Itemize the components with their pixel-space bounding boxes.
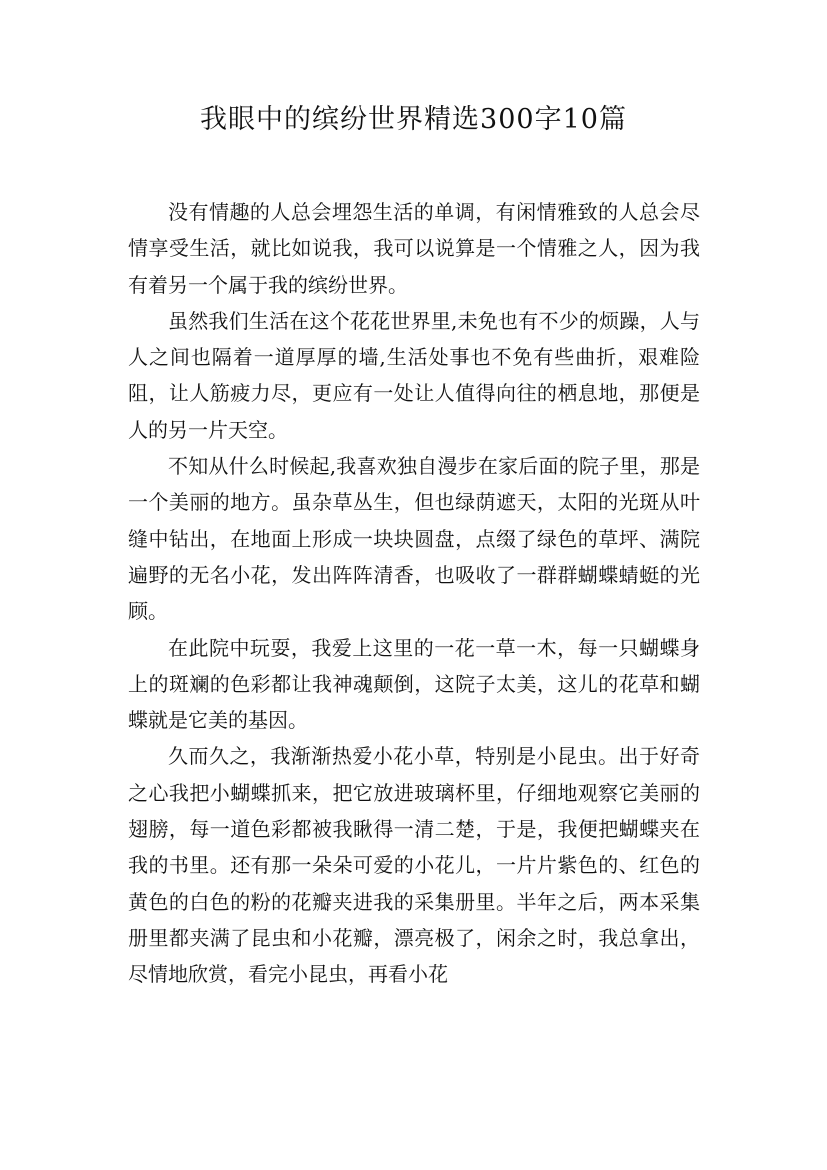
- paragraph: 在此院中玩耍，我爱上这里的一花一草一木，每一只蝴蝶身上的斑斓的色彩都让我神魂颠倒，这院子太美，这儿的花草和蝴蝶就是它美的基因。: [128, 635, 700, 733]
- page-title: 我眼中的缤纷世界精选300字10篇: [200, 104, 627, 135]
- paragraph: 虽然我们生活在这个花花世界里,未免也有不少的烦躁，人与人之间也隔着一道厚厚的墙,生活处事也不免有些曲折，艰难险阻，让人筋疲力尽，更应有一处让人值得向往的栖息地，那便是人的另一片天空。: [128, 308, 700, 442]
- paragraph: 没有情趣的人总会埋怨生活的单调，有闲情雅致的人总会尽情享受生活，就比如说我，我可以说算是一个情雅之人，因为我有着另一个属于我的缤纷世界。: [128, 200, 700, 297]
- paragraph: 久而久之，我渐渐热爱小花小草，特别是小昆虫。出于好奇之心我把小蝴蝶抓来，把它放进玻璃杯里，仔细地观察它美丽的翅膀，每一道色彩都被我瞅得一清二楚，于是，我便把蝴蝶夹在我的书里。还有那一朵朵可爱的小花儿，一片片紫色的、红色的黄色的白色的粉的花瓣夹进我的采集册里。半年之后，两本采集册里都夹满了昆虫和小花瓣，漂亮极了，闲余之时，我总拿出，尽情地欣赏，看完小昆虫，再看小花: [128, 744, 700, 987]
- paragraph: 不知从什么时候起,我喜欢独自漫步在家后面的院子里，那是一个美丽的地方。虽杂草丛生，但也绿荫遮天，太阳的光斑从叶缝中钻出，在地面上形成一块块圆盘，点缀了绿色的草坪、满院遍野的无名小花，发出阵阵清香，也吸收了一群群蝴蝶蜻蜓的光顾。: [128, 454, 700, 624]
- document-body: [128, 194, 700, 993]
